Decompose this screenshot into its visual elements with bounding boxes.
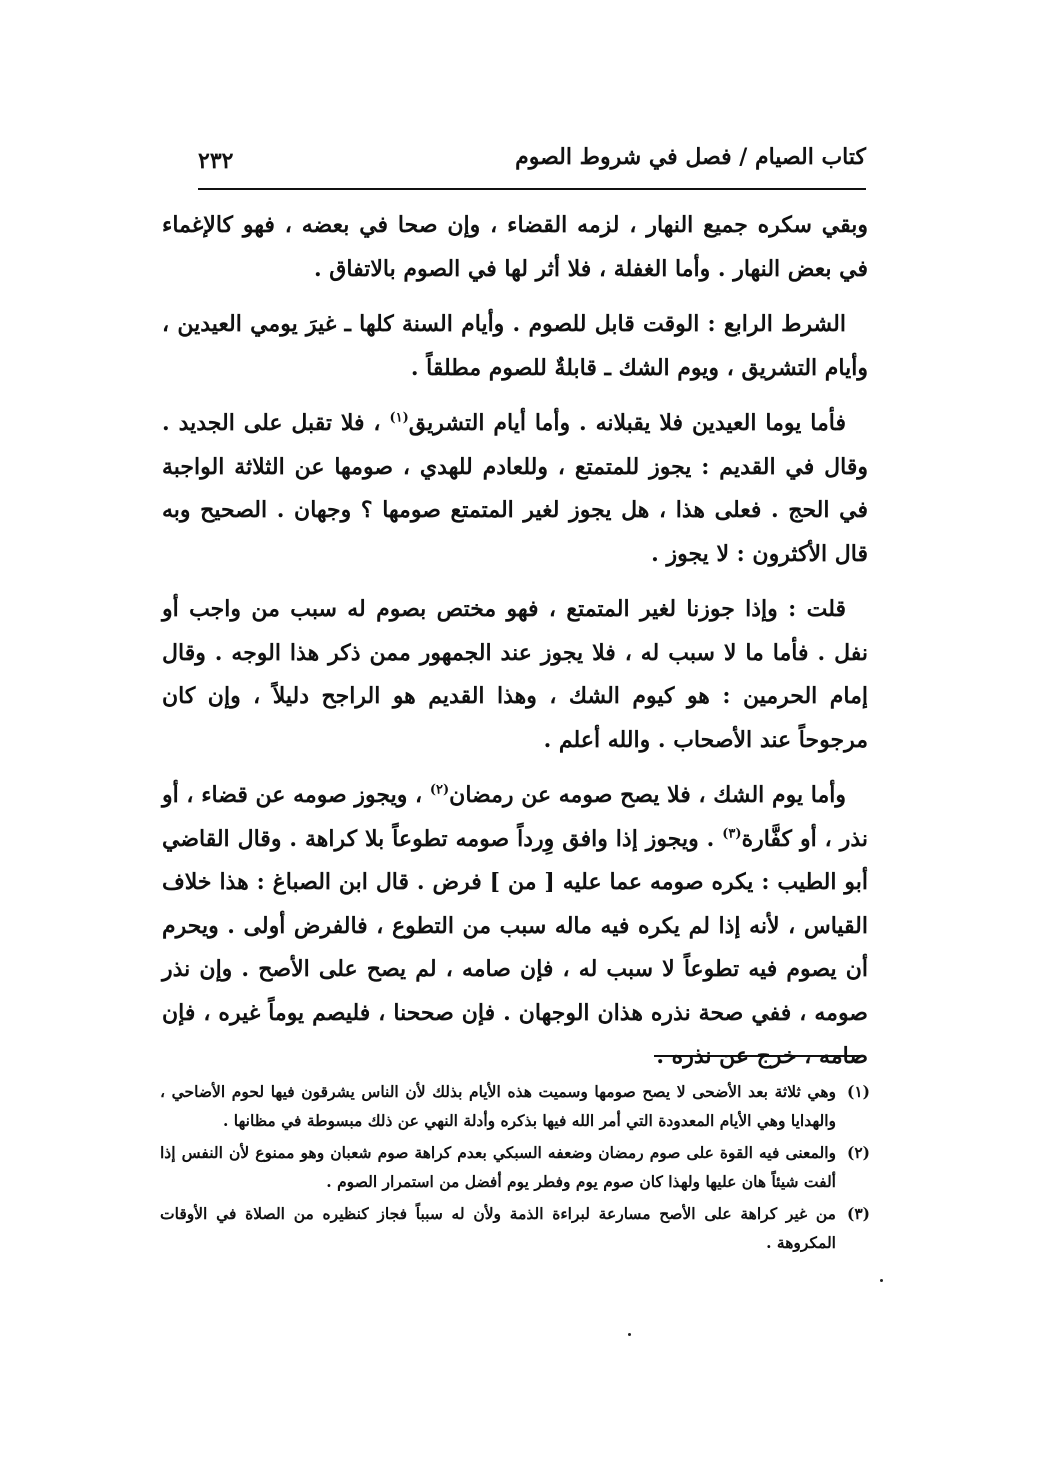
- footnote-text: والمعنى فيه القوة على صوم رمضان وضعفه السبكي بعدم كراهة صوم شعبان وهو ممنوع لأن النفس إذا ألفت شيئاً هان عليها ولهذا كان صوم يوم وفطر يوم أفضل من استمرار الصوم .: [160, 1143, 836, 1191]
- footnote-marker-3[interactable]: (٣): [722, 826, 742, 842]
- footnote-marker-2[interactable]: (٢): [429, 782, 450, 798]
- running-header: [198, 142, 866, 184]
- footnote-rule: [654, 1055, 860, 1057]
- footnote-number: (٢): [846, 1143, 870, 1162]
- paragraph-text: قلت : وإذا جوزنا لغير المتمتع ، فهو مختص بصوم له سبب من واجب أو نفل . فأما ما لا سبب له ، فلا يجوز عند الجمهور ممن ذكر هذا الوجه . وقال إمام الحرمين : هو كيوم الشك ، وهذا القديم هو الراجح دليلاً ، وإن كان مرجوحاً عند الأصحاب . والله أعلم .: [162, 596, 868, 753]
- footnote-1: [160, 1078, 870, 1135]
- paragraph-4: [162, 588, 868, 762]
- scan-speck: [880, 1279, 883, 1282]
- footnotes: [160, 1078, 870, 1261]
- main-text: [162, 204, 868, 1091]
- paragraph-1: [162, 204, 868, 291]
- page-number: ٢٣٢: [198, 148, 234, 174]
- paragraph-text: . ويجوز إذا وافق وِرداً صومه تطوعاً بلا كراهة . وقال القاضي أبو الطيب : يكره صومه عما عليه [ من ] فرض . قال ابن الصباغ : هذا خلاف القياس ، لأنه إذا لم يكره فيه ماله سبب من التطوع ، فالفرض أولى . ويحرم أن يصوم فيه تطوعاً لا سبب له ، فإن صامه ، لم يصح على الأصح . وإن نذر صومه ، ففي صحة نذره هذان الوجهان . فإن صححنا ، فليصم يوماً غيره ، فإن صامه ، خرج عن نذره .: [162, 825, 868, 1069]
- footnote-3: [160, 1200, 870, 1257]
- paragraph-text: وبقي سكره جميع النهار ، لزمه القضاء ، وإن صحا في بعضه ، فهو كالإغماء في بعض النهار . وأما الغفلة ، فلا أثر لها في الصوم بالاتفاق .: [162, 212, 868, 282]
- header-title: كتاب الصيام / فصل في شروط الصوم: [515, 144, 866, 170]
- paragraph-text: فأما يوما العيدين فلا يقبلانه . وأما أيام التشريق: [408, 410, 846, 436]
- paragraph-text: ، ويجوز صومه عن قضاء ، أو نذر ، أو كفَّارة: [162, 782, 868, 852]
- footnote-number: (٣): [846, 1204, 870, 1223]
- footnote-text: وهي ثلاثة بعد الأضحى لا يصح صومها وسميت هذه الأيام بذلك لأن الناس يشرقون فيها لحوم الأضاحي ، والهدايا وهي الأيام المعدودة التي أمر الله فيها بذكره وأدلة النهي عن ذلك مبسوطة في مظانها .: [160, 1082, 836, 1130]
- header-rule: [198, 188, 866, 190]
- paragraph-2: [162, 303, 868, 390]
- paragraph-text: وأما يوم الشك ، فلا يصح صومه عن رمضان: [449, 782, 846, 808]
- paragraph-text: الشرط الرابع : الوقت قابل للصوم . وأيام السنة كلها ـ غيرَ يومي العيدين ، وأيام التشريق ، ويوم الشك ـ قابلةٌ للصوم مطلقاً .: [162, 311, 868, 381]
- paragraph-5: [162, 774, 868, 1079]
- footnote-text: من غير كراهة على الأصح مسارعة لبراءة الذمة ولأن له سبباً فجاز كنظيره من الصلاة في الأوقات المكروهة .: [160, 1204, 836, 1252]
- footnote-marker-1[interactable]: (١): [389, 410, 409, 426]
- footnote-2: [160, 1139, 870, 1196]
- paragraph-3: [162, 402, 868, 576]
- scan-speck: [628, 1333, 631, 1336]
- footnote-number: (١): [846, 1082, 870, 1101]
- paragraph-text: ، فلا تقبل على الجديد . وقال في القديم : يجوز للمتمتع ، وللعادم للهدي ، صومها عن الثلاثة الواجبة في الحج . فعلى هذا ، هل يجوز لغير المتمتع صومها ؟ وجهان . الصحيح وبه قال الأكثرون : لا يجوز .: [162, 410, 868, 567]
- paragraph-gap: [162, 576, 868, 588]
